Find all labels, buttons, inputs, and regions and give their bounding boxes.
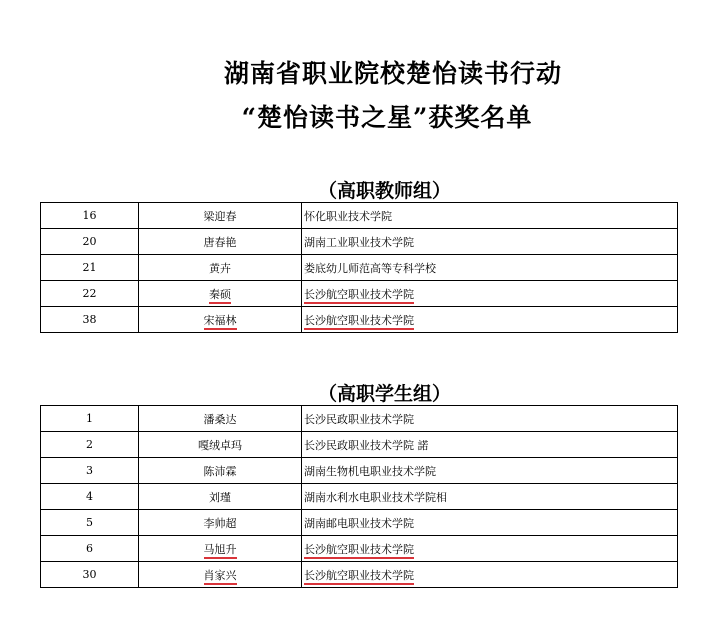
school-cell [302, 406, 678, 432]
school-name: 怀化职业技术学院 [304, 209, 392, 223]
row-number-cell: 16 [41, 203, 139, 229]
winner-name-cell [139, 432, 302, 458]
row-number-cell: 1 [41, 406, 139, 432]
winner-name: 潘桑达 [203, 412, 237, 426]
school-name: 长沙航空职业技术学院 [304, 543, 414, 559]
winner-name: 刘瑾 [209, 490, 231, 504]
school-name: 娄底幼儿师范高等专科学校 [304, 261, 436, 275]
winner-name: 黄卉 [209, 261, 231, 275]
school-cell [302, 510, 678, 536]
table-row [41, 406, 678, 432]
school-name: 湖南生物机电职业技术学院 [304, 464, 436, 478]
table-row [41, 432, 678, 458]
winner-name: 嘎绒卓玛 [198, 438, 242, 452]
winner-name: 梁迎春 [203, 209, 237, 223]
table-row [41, 562, 678, 588]
winner-name: 唐春艳 [203, 235, 237, 249]
student-award-table-body [41, 406, 678, 588]
row-number-cell: 22 [41, 281, 139, 307]
row-number-cell: 3 [41, 458, 139, 484]
row-number-cell: 21 [41, 255, 139, 281]
table-row [41, 203, 678, 229]
group-title-students: （高职学生组） [318, 383, 452, 405]
table-row [41, 229, 678, 255]
winner-name-cell [139, 406, 302, 432]
winner-name-cell [139, 458, 302, 484]
winner-name-cell [139, 255, 302, 281]
school-name: 湖南水利水电职业技术学院相 [304, 490, 447, 504]
winner-name: 肖家兴 [204, 569, 237, 585]
winner-name-cell [139, 536, 302, 562]
table-row [41, 307, 678, 333]
row-number-cell: 30 [41, 562, 139, 588]
school-name: 长沙民政职业技术学院 諾 [304, 438, 429, 452]
winner-name-cell [139, 229, 302, 255]
winner-name-cell [139, 281, 302, 307]
table-row [41, 510, 678, 536]
school-name: 长沙民政职业技术学院 [304, 412, 414, 426]
school-cell [302, 307, 678, 333]
winner-name-cell [139, 484, 302, 510]
table-row [41, 458, 678, 484]
school-cell [302, 458, 678, 484]
winner-name-cell [139, 307, 302, 333]
school-cell [302, 255, 678, 281]
school-name: 湖南邮电职业技术学院 [304, 516, 414, 530]
school-cell [302, 432, 678, 458]
winner-name: 秦硕 [209, 288, 231, 304]
table-row [41, 484, 678, 510]
winner-name: 马旭升 [204, 543, 237, 559]
student-award-table [40, 405, 678, 588]
school-name: 湖南工业职业技术学院 [304, 235, 414, 249]
row-number-cell: 6 [41, 536, 139, 562]
school-name: 长沙航空职业技术学院 [304, 288, 414, 304]
document-title-line1: 湖南省职业院校楚怡读书行动 [223, 59, 562, 88]
school-name: 长沙航空职业技术学院 [304, 314, 414, 330]
school-cell [302, 229, 678, 255]
row-number-cell: 38 [41, 307, 139, 333]
row-number-cell: 4 [41, 484, 139, 510]
winner-name: 宋福林 [204, 314, 237, 330]
table-row [41, 281, 678, 307]
school-cell [302, 281, 678, 307]
teacher-award-table-body [41, 203, 678, 333]
winner-name-cell [139, 203, 302, 229]
winner-name-cell [139, 510, 302, 536]
document-title-line2: “楚怡读书之星”获奖名单 [241, 103, 533, 132]
row-number-cell: 2 [41, 432, 139, 458]
winner-name: 陈沛霖 [203, 464, 237, 478]
school-cell [302, 203, 678, 229]
row-number-cell: 5 [41, 510, 139, 536]
school-cell [302, 484, 678, 510]
teacher-award-table [40, 202, 678, 333]
school-cell [302, 562, 678, 588]
row-number-cell: 20 [41, 229, 139, 255]
winner-name: 李帅超 [203, 516, 237, 530]
group-title-teachers: （高职教师组） [318, 180, 452, 202]
table-row [41, 255, 678, 281]
table-row [41, 536, 678, 562]
school-name: 长沙航空职业技术学院 [304, 569, 414, 585]
winner-name-cell [139, 562, 302, 588]
school-cell [302, 536, 678, 562]
